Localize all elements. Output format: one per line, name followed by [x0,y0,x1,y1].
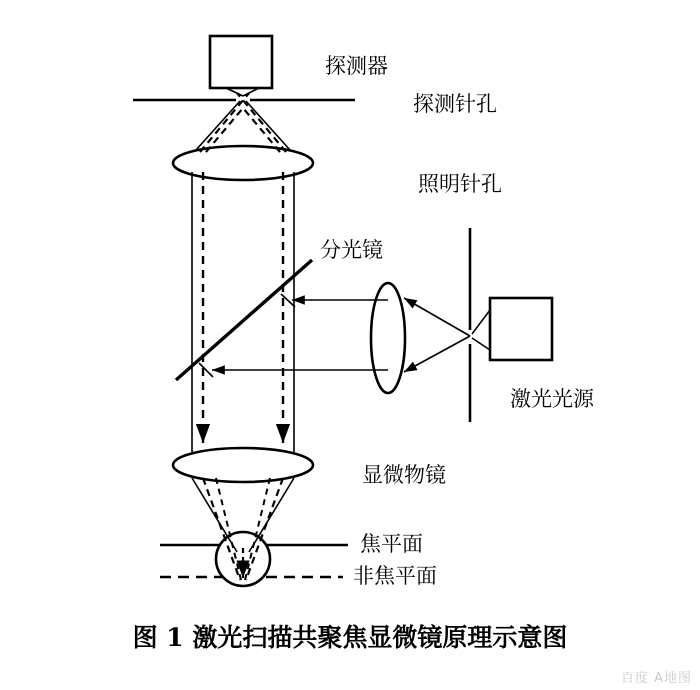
objective-ray-solid-left [192,478,237,552]
objective-lens [173,448,313,482]
detection-ray-solid-right [246,101,290,150]
label-illumination-pinhole: 照明针孔 [418,172,502,196]
watermark: 百度 A地图 [620,671,692,686]
detector-lens [173,146,313,180]
label-beam-splitter: 分光镜 [320,238,383,262]
label-detector: 探测器 [325,54,388,78]
laser-ray-upper [472,310,490,334]
label-objective-lens: 显微物镜 [362,463,446,487]
detection-ray-dashed-right [237,93,286,152]
source-ray-upper [404,298,470,336]
detection-ray-dashed-left [200,93,249,152]
detection-ray-solid-left [196,101,240,150]
objective-ray-dashed-right [246,478,283,580]
objective-ray-solid-right [249,478,294,552]
figure-caption: 图 1 激光扫描共聚焦显微镜原理示意图 [132,623,568,652]
splitter-mark-lower [199,363,213,377]
source-ray-lower [404,336,470,372]
label-out-of-focal-plane: 非焦平面 [353,564,437,588]
laser-ray-lower [472,338,490,350]
label-detection-pinhole: 探测针孔 [413,92,497,116]
label-laser-source: 激光光源 [510,387,594,411]
objective-ray-dashed-inner-left [216,478,241,580]
laser-source-box [490,298,552,360]
detector-box [210,36,272,88]
label-focal-plane: 焦平面 [360,532,423,556]
objective-ray-dashed-left [203,478,240,580]
objective-ray-dashed-inner-right [245,478,270,580]
beam-splitter [176,260,312,380]
